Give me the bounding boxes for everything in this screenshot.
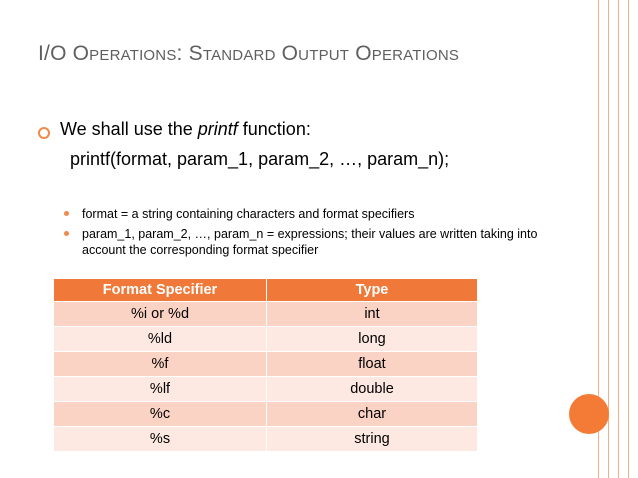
table-row — [54, 352, 478, 377]
table-cell: %c — [54, 402, 267, 427]
slide-title: I/O Operations: Standard Output Operations — [38, 42, 460, 65]
bullet-dot-icon — [64, 211, 69, 216]
border-stripe — [608, 0, 609, 478]
table-cell: int — [267, 302, 478, 327]
sub-bullet-text: format = a string containing characters and format specifiers — [82, 207, 415, 221]
table-header-row — [54, 279, 478, 302]
table-row — [54, 377, 478, 402]
table-cell: %s — [54, 427, 267, 452]
bullet-prefix: We shall use the — [60, 119, 198, 139]
table-row — [54, 327, 478, 352]
decorative-circle — [569, 394, 609, 434]
table-row — [54, 402, 478, 427]
table-cell: string — [267, 427, 478, 452]
table-row — [54, 427, 478, 452]
main-bullet-text — [60, 119, 311, 140]
format-specifier-table — [54, 279, 478, 451]
column-header: Format Specifier — [54, 279, 267, 302]
border-stripe — [628, 0, 629, 478]
column-header: Type — [267, 279, 478, 302]
table-row — [54, 302, 478, 327]
table-cell: float — [267, 352, 478, 377]
table-cell: %i or %d — [54, 302, 267, 327]
table-cell: %f — [54, 352, 267, 377]
bullet-suffix: function: — [237, 119, 311, 139]
table-cell: double — [267, 377, 478, 402]
circle-bullet-icon — [38, 127, 50, 139]
bullet-dot-icon — [64, 231, 69, 236]
printf-signature: printf(format, param_1, param_2, …, param_n); — [70, 149, 450, 169]
border-stripe — [618, 0, 619, 478]
table-cell: long — [267, 327, 478, 352]
table-cell: %lf — [54, 377, 267, 402]
table-cell: %ld — [54, 327, 267, 352]
sub-bullet-text: param_1, param_2, …, param_n = expressions; their values are written taking into account the corresponding format specifier — [82, 227, 538, 257]
bullet-function-name: printf — [197, 119, 238, 139]
table-cell: char — [267, 402, 478, 427]
